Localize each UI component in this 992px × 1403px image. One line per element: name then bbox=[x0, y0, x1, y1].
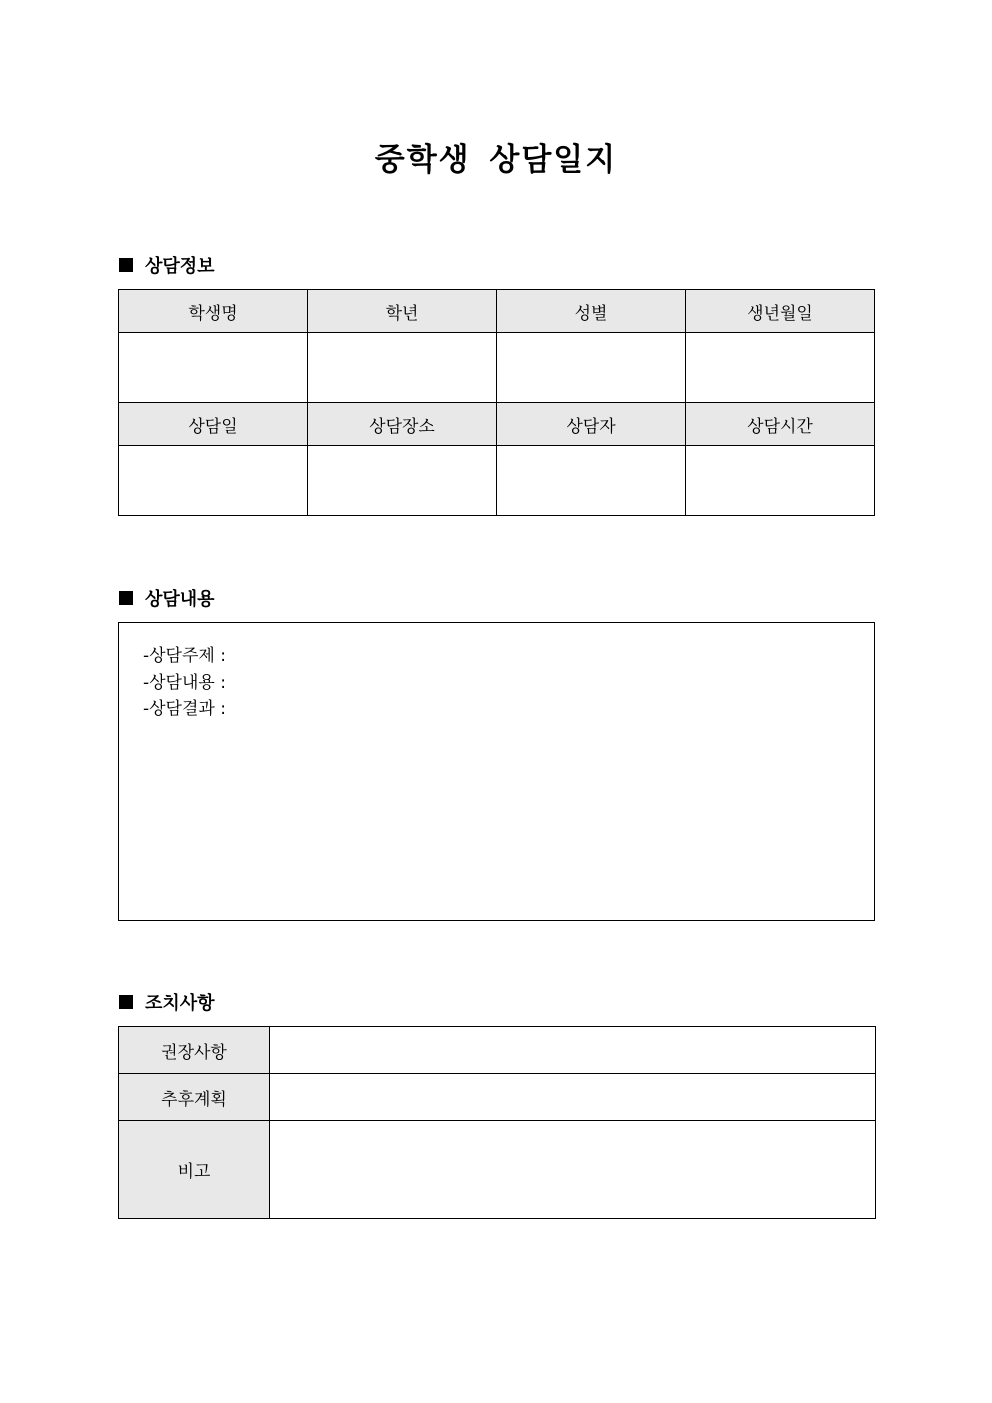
info-header-counsel-date: 상담일 bbox=[119, 403, 308, 446]
content-line-result: -상담결과 : bbox=[143, 699, 226, 719]
action-table bbox=[118, 1026, 876, 1219]
info-header-birthdate: 생년월일 bbox=[686, 290, 875, 333]
info-table bbox=[118, 289, 875, 516]
content-line-details: -상담내용 : bbox=[143, 672, 226, 693]
info-header-grade: 학년 bbox=[308, 290, 497, 333]
content-line-topic: -상담주제 : bbox=[143, 646, 226, 666]
section-heading-info bbox=[119, 253, 215, 277]
content-box[interactable] bbox=[118, 622, 875, 921]
info-header-student-name: 학생명 bbox=[119, 290, 308, 333]
square-bullet-icon bbox=[119, 591, 133, 605]
section-heading-info-label: 상담정보 bbox=[145, 256, 215, 277]
document-title: 중학생 상담일지 bbox=[374, 142, 618, 178]
action-field-remarks[interactable] bbox=[270, 1121, 876, 1219]
section-heading-content-label: 상담내용 bbox=[145, 589, 215, 610]
info-header-gender: 성별 bbox=[497, 290, 686, 333]
info-header-counsel-place: 상담장소 bbox=[308, 403, 497, 446]
info-header-row-2 bbox=[119, 403, 875, 446]
info-value-row-1 bbox=[119, 333, 875, 403]
action-row-remarks bbox=[119, 1121, 876, 1219]
action-label-remarks: 비고 bbox=[119, 1121, 270, 1219]
action-field-followup[interactable] bbox=[270, 1074, 876, 1121]
info-field-counsel-place[interactable] bbox=[308, 446, 497, 516]
action-label-recommendation: 권장사항 bbox=[119, 1027, 270, 1074]
info-header-row-1 bbox=[119, 290, 875, 333]
square-bullet-icon bbox=[119, 258, 133, 272]
info-field-birthdate[interactable] bbox=[686, 333, 875, 403]
action-label-followup: 추후계획 bbox=[119, 1074, 270, 1121]
info-field-counsel-date[interactable] bbox=[119, 446, 308, 516]
square-bullet-icon bbox=[119, 995, 133, 1009]
info-header-counselor: 상담자 bbox=[497, 403, 686, 446]
section-heading-action-label: 조치사항 bbox=[145, 993, 215, 1014]
section-heading-action bbox=[119, 990, 215, 1014]
content-lines bbox=[143, 643, 226, 723]
info-field-counsel-time[interactable] bbox=[686, 446, 875, 516]
info-header-counsel-time: 상담시간 bbox=[686, 403, 875, 446]
info-field-counselor[interactable] bbox=[497, 446, 686, 516]
info-field-gender[interactable] bbox=[497, 333, 686, 403]
section-heading-content bbox=[119, 586, 215, 610]
action-row-followup bbox=[119, 1074, 876, 1121]
info-field-grade[interactable] bbox=[308, 333, 497, 403]
info-value-row-2 bbox=[119, 446, 875, 516]
info-field-student-name[interactable] bbox=[119, 333, 308, 403]
action-field-recommendation[interactable] bbox=[270, 1027, 876, 1074]
action-row-recommendation bbox=[119, 1027, 876, 1074]
